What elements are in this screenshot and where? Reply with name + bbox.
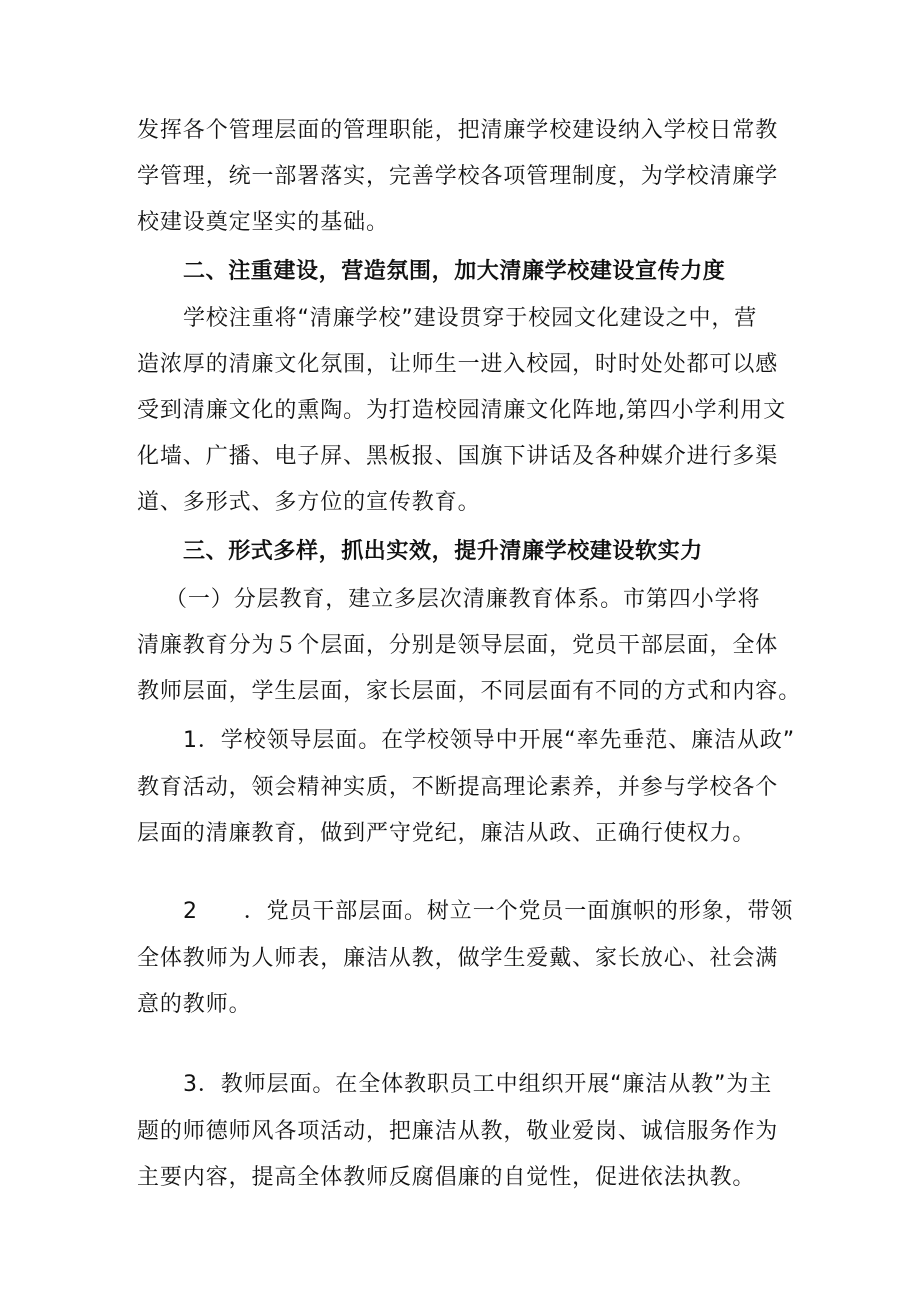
section-heading: 二、注重建设，营造氛围，加大清廉学校建设宣传力度 bbox=[183, 259, 726, 284]
paragraph-line: 道、多形式、多方位的宣传教育。 bbox=[137, 490, 481, 515]
paragraph-line: （一）分层教育，建立多层次清廉教育体系。市第四小学将 bbox=[165, 587, 761, 612]
paragraph-line: 教师层面，学生层面，家长层面，不同层面有不同的方式和内容。 bbox=[137, 679, 802, 704]
paragraph-line: 清廉教育分为５个层面，分别是领导层面，党员干部层面，全体 bbox=[137, 633, 779, 658]
paragraph-line: 校建设奠定坚实的基础。 bbox=[137, 210, 389, 235]
paragraph-line: 1．学校领导层面。在学校领导中开展“率先垂范、廉洁从政” bbox=[183, 728, 795, 753]
paragraph-line: 2 ．党员干部层面。树立一个党员一面旗帜的形象，带领 bbox=[183, 899, 794, 924]
paragraph-line: 学校注重将“清廉学校”建设贯穿于校园文化建设之中，营 bbox=[183, 306, 758, 331]
paragraph-line: 教育活动，领会精神实质，不断提高理论素养，并参与学校各个 bbox=[137, 775, 779, 800]
paragraph-line: 主要内容，提高全体教师反腐倡廉的自觉性，促进依法执教。 bbox=[137, 1165, 756, 1190]
section-heading: 三、形式多样，抓出实效，提升清廉学校建设软实力 bbox=[183, 539, 703, 564]
paragraph-line: 造浓厚的清廉文化氛围，让师生一进入校园，时时处处都可以感 bbox=[137, 352, 779, 377]
paragraph-line: 化墙、广播、电子屏、黑板报、国旗下讲话及各种媒介进行多渠 bbox=[137, 444, 779, 469]
paragraph-line: 受到清廉文化的熏陶。为打造校园清廉文化阵地,第四小学利用文 bbox=[137, 398, 787, 423]
paragraph-line: 全体教师为人师表，廉洁从教，做学生爱戴、家长放心、社会满 bbox=[137, 946, 779, 971]
paragraph-line: 学管理，统一部署落实，完善学校各项管理制度，为学校清廉学 bbox=[137, 164, 779, 189]
paragraph-line: 发挥各个管理层面的管理职能，把清廉学校建设纳入学校日常教 bbox=[137, 118, 779, 143]
paragraph-line: 意的教师。 bbox=[137, 992, 252, 1017]
paragraph-line: 3．教师层面。在全体教职员工中组织开展“廉洁从教”为主 bbox=[183, 1072, 773, 1097]
paragraph-line: 题的师德师风各项活动，把廉洁从教，敬业爱岗、诚信服务作为 bbox=[137, 1119, 779, 1144]
paragraph-line: 层面的清廉教育，做到严守党纪，廉洁从政、正确行使权力。 bbox=[137, 821, 756, 846]
